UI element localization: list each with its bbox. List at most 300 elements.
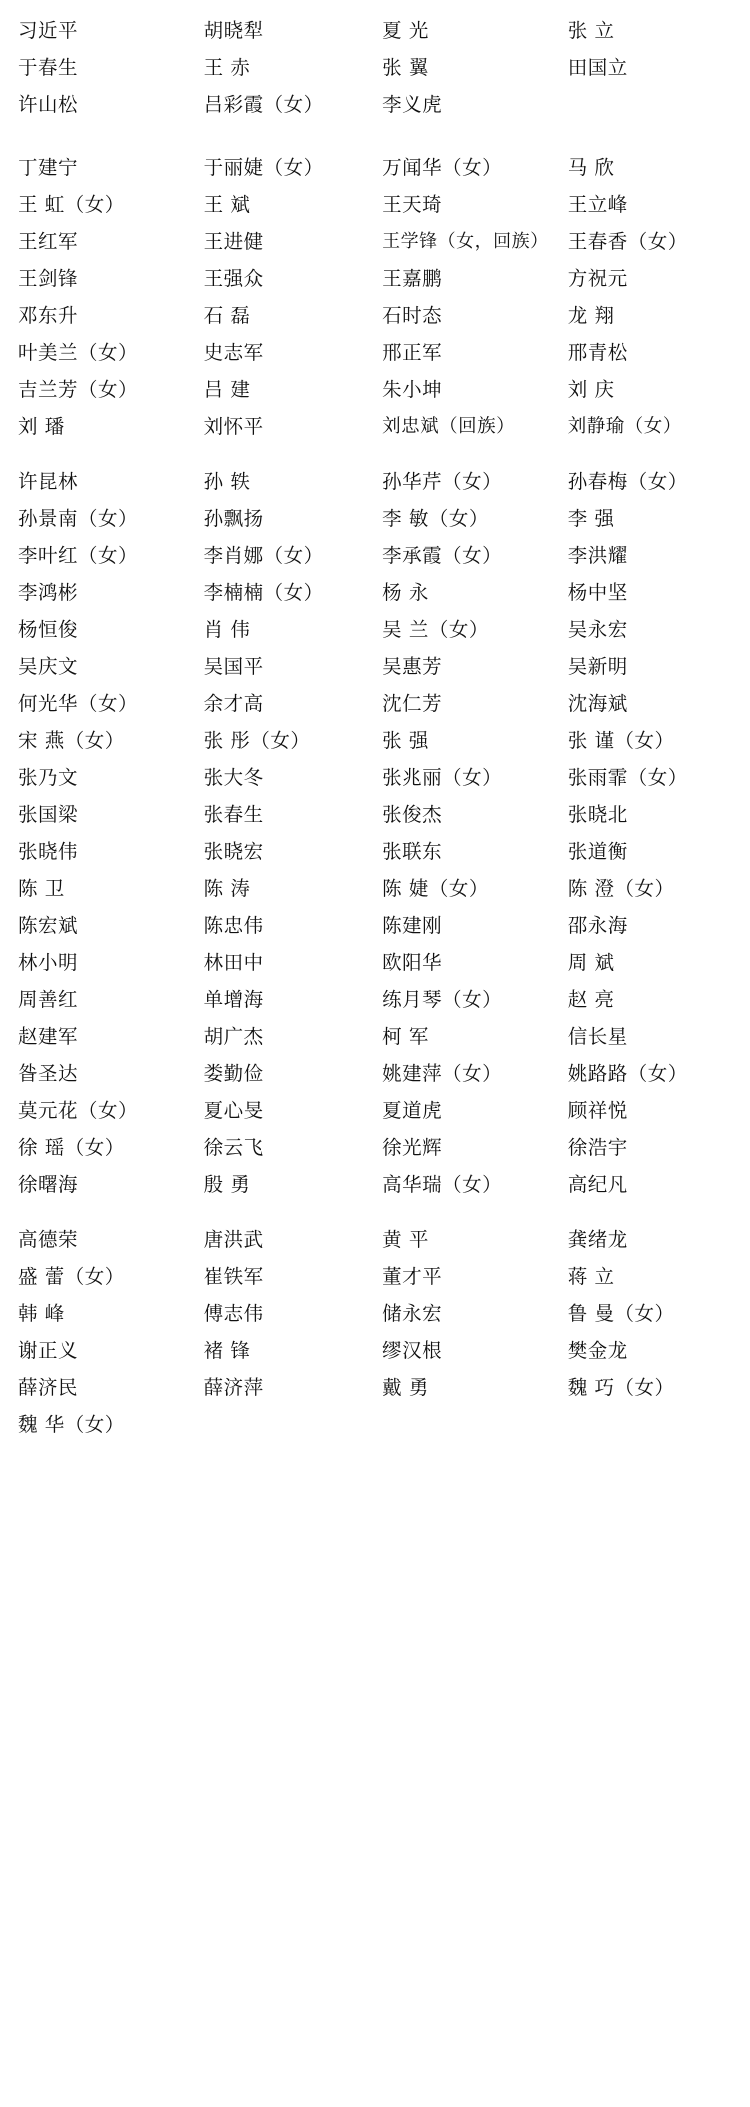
- table-row: [18, 369, 732, 406]
- name-cell: [204, 646, 383, 683]
- name-text: 赵建军: [18, 1024, 79, 1048]
- name-text: 蒋 立: [567, 1264, 615, 1288]
- name-cell: [568, 1016, 732, 1053]
- name-cell: [382, 221, 568, 258]
- name-text: 肖 伟: [203, 617, 251, 641]
- name-cell: [204, 84, 383, 121]
- name-cell: [18, 794, 204, 831]
- name-text: 娄勤俭: [203, 1061, 264, 1085]
- name-cell: [204, 1053, 383, 1090]
- name-text: 夏心旻: [203, 1098, 264, 1122]
- name-text: 张联东: [382, 839, 443, 863]
- name-cell: [382, 84, 568, 121]
- name-cell: [18, 1256, 204, 1293]
- name-cell: [204, 1164, 383, 1201]
- table-row: [18, 1330, 732, 1367]
- name-cell: [568, 868, 732, 905]
- name-cell: [568, 535, 732, 572]
- name-text: 缪汉根: [382, 1338, 443, 1362]
- name-text: 李洪耀: [567, 543, 628, 567]
- name-text: 张 彤（女）: [203, 728, 311, 752]
- name-text: 朱小坤: [382, 377, 443, 401]
- name-cell: [18, 1016, 204, 1053]
- table-row: [18, 498, 732, 535]
- name-text: 褚 锋: [203, 1338, 251, 1362]
- name-text: 陈建刚: [382, 913, 443, 937]
- name-cell: [382, 1293, 568, 1330]
- name-cell: [568, 1127, 732, 1164]
- name-text: 殷 勇: [203, 1172, 251, 1196]
- table-row: [18, 1293, 732, 1330]
- name-cell: [568, 84, 732, 121]
- name-text: 练月琴（女）: [382, 987, 503, 1011]
- name-text: 储永宏: [382, 1301, 443, 1325]
- name-cell: [568, 406, 732, 443]
- name-cell: [568, 258, 732, 295]
- name-text: 张雨霏（女）: [567, 765, 688, 789]
- name-cell: [18, 498, 204, 535]
- name-text: 张大冬: [203, 765, 264, 789]
- name-cell: [204, 295, 383, 332]
- name-text: 余才高: [203, 691, 264, 715]
- name-cell: [204, 406, 383, 443]
- name-cell: [568, 1293, 732, 1330]
- name-text: 吴新明: [567, 654, 628, 678]
- table-row: [18, 720, 732, 757]
- name-cell: [18, 905, 204, 942]
- name-text: 薛济萍: [203, 1375, 264, 1399]
- name-list-table: [18, 10, 732, 1441]
- name-cell: [18, 572, 204, 609]
- name-cell: [204, 683, 383, 720]
- name-text: 刘忠斌（回族）: [382, 415, 516, 437]
- name-cell: [204, 794, 383, 831]
- name-cell: [204, 332, 383, 369]
- name-cell: [18, 369, 204, 406]
- name-text: 于丽婕（女）: [203, 155, 324, 179]
- name-cell: [204, 1367, 383, 1404]
- name-text: 韩 峰: [18, 1301, 65, 1325]
- name-text: 周 斌: [567, 950, 615, 974]
- name-cell: [382, 1016, 568, 1053]
- name-text: 张兆丽（女）: [382, 765, 503, 789]
- name-text: 林田中: [203, 950, 264, 974]
- name-cell: [568, 1164, 732, 1201]
- name-text: 许山松: [18, 92, 79, 116]
- name-cell: [382, 461, 568, 498]
- name-cell: [382, 572, 568, 609]
- name-text: 王强众: [203, 266, 264, 290]
- name-cell: [568, 1053, 732, 1090]
- name-cell: [18, 10, 204, 47]
- name-text: 许昆林: [18, 469, 79, 493]
- name-cell: [204, 47, 383, 84]
- name-text: 孙华芹（女）: [382, 469, 503, 493]
- table-row: [18, 1164, 732, 1201]
- name-cell: [204, 1256, 383, 1293]
- name-cell: [568, 1256, 732, 1293]
- name-cell: [568, 10, 732, 47]
- name-text: 莫元花（女）: [18, 1098, 139, 1122]
- name-cell: [18, 1367, 204, 1404]
- name-cell: [568, 369, 732, 406]
- name-cell: [382, 720, 568, 757]
- name-text: 王学锋（女，回族）: [382, 230, 549, 252]
- name-text: 刘怀平: [203, 414, 264, 438]
- name-text: 万闻华（女）: [382, 155, 503, 179]
- name-cell: [18, 221, 204, 258]
- table-row: [18, 757, 732, 794]
- name-cell: [204, 1404, 383, 1441]
- name-text: 戴 勇: [382, 1375, 429, 1399]
- table-row: [18, 646, 732, 683]
- name-text: 王春香（女）: [567, 229, 688, 253]
- name-text: 张 立: [567, 18, 615, 42]
- name-cell: [568, 905, 732, 942]
- table-row: [18, 258, 732, 295]
- name-cell: [382, 646, 568, 683]
- name-cell: [204, 979, 383, 1016]
- name-text: 张 强: [382, 728, 429, 752]
- name-text: 刘 庆: [567, 377, 615, 401]
- name-cell: [382, 498, 568, 535]
- name-cell: [18, 147, 204, 184]
- name-text: 张春生: [203, 802, 264, 826]
- name-text: 盛 蕾（女）: [18, 1264, 125, 1288]
- name-cell: [18, 1164, 204, 1201]
- name-text: 邢正军: [382, 340, 443, 364]
- table-row: [18, 221, 732, 258]
- name-text: 马 欣: [567, 155, 615, 179]
- name-cell: [18, 1127, 204, 1164]
- name-cell: [382, 757, 568, 794]
- name-text: 龙 翔: [567, 303, 615, 327]
- name-text: 王红军: [18, 229, 79, 253]
- name-cell: [204, 1293, 383, 1330]
- name-cell: [382, 184, 568, 221]
- name-cell: [382, 831, 568, 868]
- spacer-cell: [18, 1201, 732, 1219]
- table-row: [18, 979, 732, 1016]
- name-cell: [568, 1090, 732, 1127]
- name-cell: [568, 609, 732, 646]
- name-cell: [18, 461, 204, 498]
- name-cell: [204, 498, 383, 535]
- name-text: 叶美兰（女）: [18, 340, 139, 364]
- table-row: [18, 332, 732, 369]
- name-cell: [382, 1367, 568, 1404]
- name-cell: [382, 905, 568, 942]
- name-text: 徐光辉: [382, 1135, 443, 1159]
- name-cell: [382, 942, 568, 979]
- block-spacer: [18, 121, 732, 147]
- name-text: 高华瑞（女）: [382, 1172, 503, 1196]
- table-row: [18, 295, 732, 332]
- name-cell: [204, 1330, 383, 1367]
- name-text: 王 斌: [203, 192, 251, 216]
- name-cell: [204, 461, 383, 498]
- name-text: 沈仁芳: [382, 691, 443, 715]
- name-text: 董才平: [382, 1264, 443, 1288]
- name-cell: [382, 147, 568, 184]
- name-text: 石 磊: [203, 303, 251, 327]
- name-text: 李承霞（女）: [382, 543, 503, 567]
- name-cell: [382, 535, 568, 572]
- name-cell: [568, 683, 732, 720]
- name-text: 张晓北: [567, 802, 628, 826]
- name-cell: [382, 369, 568, 406]
- name-cell: [18, 332, 204, 369]
- name-text: 邓东升: [18, 303, 79, 327]
- name-cell: [568, 221, 732, 258]
- table-row: [18, 406, 732, 443]
- name-text: 孙飘扬: [203, 506, 264, 530]
- name-text: 姚建萍（女）: [382, 1061, 503, 1085]
- name-text: 吴庆文: [18, 654, 79, 678]
- name-cell: [18, 406, 204, 443]
- name-text: 刘静瑜（女）: [567, 415, 682, 437]
- name-text: 李叶红（女）: [18, 543, 139, 567]
- name-cell: [382, 683, 568, 720]
- name-cell: [568, 646, 732, 683]
- name-cell: [568, 720, 732, 757]
- name-cell: [204, 572, 383, 609]
- name-text: 崔铁军: [203, 1264, 264, 1288]
- name-text: 于春生: [18, 55, 79, 79]
- name-text: 徐曙海: [18, 1172, 79, 1196]
- table-row: [18, 942, 732, 979]
- name-text: 孙春梅（女）: [567, 469, 688, 493]
- name-text: 魏 华（女）: [18, 1412, 125, 1436]
- name-text: 信长星: [567, 1024, 628, 1048]
- name-cell: [568, 1404, 732, 1441]
- name-text: 王立峰: [567, 192, 628, 216]
- name-text: 龚绪龙: [567, 1227, 628, 1251]
- table-row: [18, 535, 732, 572]
- name-cell: [18, 831, 204, 868]
- name-text: 吴国平: [203, 654, 264, 678]
- name-text: 沈海斌: [567, 691, 628, 715]
- name-cell: [382, 868, 568, 905]
- name-text: 陈忠伟: [203, 913, 264, 937]
- name-cell: [568, 1330, 732, 1367]
- name-text: 鲁 曼（女）: [567, 1301, 675, 1325]
- name-text: 林小明: [18, 950, 79, 974]
- name-text: 欧阳华: [382, 950, 443, 974]
- name-text: 方祝元: [567, 266, 628, 290]
- name-cell: [382, 979, 568, 1016]
- table-row: [18, 1053, 732, 1090]
- name-cell: [18, 258, 204, 295]
- name-text: 张道衡: [567, 839, 628, 863]
- name-cell: [18, 683, 204, 720]
- name-text: 吴 兰（女）: [382, 617, 489, 641]
- name-text: 杨 永: [382, 580, 429, 604]
- name-text: 田国立: [567, 55, 628, 79]
- name-text: 李鸿彬: [18, 580, 79, 604]
- name-cell: [382, 47, 568, 84]
- name-list-body: [18, 10, 732, 1441]
- name-cell: [382, 609, 568, 646]
- name-cell: [204, 10, 383, 47]
- name-text: 张国梁: [18, 802, 79, 826]
- name-text: 李 强: [567, 506, 615, 530]
- name-cell: [568, 831, 732, 868]
- name-cell: [382, 794, 568, 831]
- name-text: 丁建宁: [18, 155, 79, 179]
- name-cell: [18, 720, 204, 757]
- name-cell: [382, 1256, 568, 1293]
- name-text: 陈 澄（女）: [567, 876, 675, 900]
- table-row: [18, 10, 732, 47]
- name-cell: [204, 1090, 383, 1127]
- name-cell: [204, 831, 383, 868]
- name-text: 张 翼: [382, 55, 429, 79]
- name-text: 邵永海: [567, 913, 628, 937]
- table-row: [18, 1256, 732, 1293]
- table-row: [18, 868, 732, 905]
- name-cell: [568, 332, 732, 369]
- name-cell: [568, 794, 732, 831]
- name-cell: [204, 868, 383, 905]
- name-text: 张晓宏: [203, 839, 264, 863]
- name-text: 陈宏斌: [18, 913, 79, 937]
- name-text: 顾祥悦: [567, 1098, 628, 1122]
- name-cell: [18, 1090, 204, 1127]
- name-cell: [382, 1127, 568, 1164]
- name-cell: [568, 1367, 732, 1404]
- spacer-cell: [18, 121, 732, 147]
- name-cell: [204, 609, 383, 646]
- name-text: 陈 婕（女）: [382, 876, 489, 900]
- table-row: [18, 461, 732, 498]
- name-cell: [382, 1330, 568, 1367]
- name-text: 胡广杰: [203, 1024, 264, 1048]
- name-cell: [204, 184, 383, 221]
- table-row: [18, 184, 732, 221]
- name-cell: [568, 942, 732, 979]
- name-cell: [204, 147, 383, 184]
- name-text: 薛济民: [18, 1375, 79, 1399]
- name-text: 习近平: [18, 18, 79, 42]
- name-text: 傅志伟: [203, 1301, 264, 1325]
- table-row: [18, 905, 732, 942]
- name-text: 单增海: [203, 987, 264, 1011]
- name-cell: [382, 295, 568, 332]
- table-row: [18, 1404, 732, 1441]
- name-text: 赵 亮: [567, 987, 615, 1011]
- name-cell: [18, 1219, 204, 1256]
- name-cell: [18, 942, 204, 979]
- name-cell: [18, 979, 204, 1016]
- name-text: 吕 建: [203, 377, 251, 401]
- name-text: 谢正义: [18, 1338, 79, 1362]
- name-text: 吕彩霞（女）: [203, 92, 324, 116]
- name-cell: [18, 84, 204, 121]
- name-text: 周善红: [18, 987, 79, 1011]
- name-text: 吉兰芳（女）: [18, 377, 139, 401]
- name-cell: [568, 498, 732, 535]
- name-cell: [204, 1016, 383, 1053]
- spacer-cell: [18, 443, 732, 461]
- name-text: 黄 平: [382, 1227, 429, 1251]
- name-cell: [382, 1404, 568, 1441]
- name-text: 李楠楠（女）: [203, 580, 324, 604]
- name-cell: [382, 332, 568, 369]
- name-cell: [382, 258, 568, 295]
- name-cell: [382, 10, 568, 47]
- name-text: 张乃文: [18, 765, 79, 789]
- table-row: [18, 47, 732, 84]
- name-text: 樊金龙: [567, 1338, 628, 1362]
- name-cell: [18, 535, 204, 572]
- name-cell: [204, 258, 383, 295]
- name-cell: [204, 369, 383, 406]
- name-text: 唐洪武: [203, 1227, 264, 1251]
- name-text: 王 赤: [203, 55, 251, 79]
- name-cell: [18, 47, 204, 84]
- name-cell: [204, 720, 383, 757]
- name-cell: [204, 942, 383, 979]
- name-text: 柯 军: [382, 1024, 429, 1048]
- name-cell: [568, 979, 732, 1016]
- table-row: [18, 683, 732, 720]
- name-text: 高纪凡: [567, 1172, 628, 1196]
- name-text: 宋 燕（女）: [18, 728, 125, 752]
- name-text: 魏 巧（女）: [567, 1375, 675, 1399]
- name-text: 高德荣: [18, 1227, 79, 1251]
- block-spacer: [18, 443, 732, 461]
- table-row: [18, 147, 732, 184]
- block-spacer: [18, 1201, 732, 1219]
- table-row: [18, 831, 732, 868]
- table-row: [18, 609, 732, 646]
- name-text: 徐浩宇: [567, 1135, 628, 1159]
- name-text: 杨恒俊: [18, 617, 79, 641]
- name-text: 夏 光: [382, 18, 429, 42]
- name-text: 何光华（女）: [18, 691, 139, 715]
- name-text: 吴惠芳: [382, 654, 443, 678]
- name-cell: [568, 757, 732, 794]
- name-cell: [382, 1219, 568, 1256]
- name-text: 王剑锋: [18, 266, 79, 290]
- name-cell: [568, 572, 732, 609]
- name-cell: [18, 1293, 204, 1330]
- table-row: [18, 1367, 732, 1404]
- name-text: 邢青松: [567, 340, 628, 364]
- name-text: 夏道虎: [382, 1098, 443, 1122]
- name-cell: [18, 184, 204, 221]
- name-cell: [382, 1053, 568, 1090]
- name-cell: [204, 757, 383, 794]
- name-text: 张俊杰: [382, 802, 443, 826]
- table-row: [18, 1127, 732, 1164]
- name-cell: [18, 646, 204, 683]
- name-text: 昝圣达: [18, 1061, 79, 1085]
- name-text: 徐 瑶（女）: [18, 1135, 125, 1159]
- name-text: 吴永宏: [567, 617, 628, 641]
- name-cell: [568, 461, 732, 498]
- name-cell: [568, 1219, 732, 1256]
- name-cell: [204, 1127, 383, 1164]
- name-text: 陈 涛: [203, 876, 251, 900]
- name-cell: [568, 47, 732, 84]
- table-row: [18, 794, 732, 831]
- name-cell: [18, 609, 204, 646]
- table-row: [18, 572, 732, 609]
- name-text: 杨中坚: [567, 580, 628, 604]
- name-text: 胡晓犁: [203, 18, 264, 42]
